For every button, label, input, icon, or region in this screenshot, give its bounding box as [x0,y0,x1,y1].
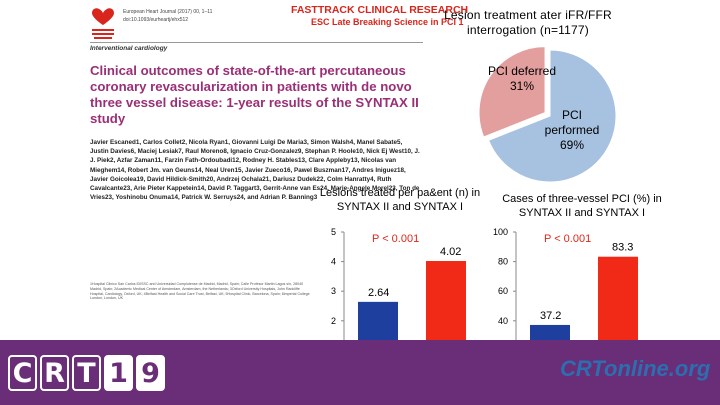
pie-label-deferred-pct: 31% [509,79,535,93]
crt-letter-c: C [8,355,37,391]
pie-label-performed [536,108,608,153]
crt-letter-r: R [40,355,69,391]
esc-heart-logo-icon [90,7,116,45]
bar-chart-1-title: Lesions treated per pa&ent (n) in SYNTAX II and SYNTAX I [319,187,481,213]
bar-value-label: 37.2 [540,309,562,322]
bar-value-label: 4.02 [440,246,462,259]
y-tick-label: 3 [330,286,336,297]
pie-label-performed-name: PCI performed [544,108,600,137]
bar-value-label: 83.3 [612,241,634,254]
pie-label-deferred [487,64,557,94]
p-value-annotation: P < 0.001 [372,233,420,245]
crtonline-logo [560,355,710,383]
crt-letter-t: T [72,355,101,391]
fasttrack-subheader: ESC Late Breaking Science in PCI 1 [311,17,464,27]
pie-label-performed-pct: 69% [559,138,585,152]
article-title: Clinical outcomes of state-of-the-art percutaneous coronary revascularization in patients with de novo three vessel disease: 1-year results of the SYNTAX II study [90,63,419,126]
crt-digit-1: 1 [104,355,133,391]
author-list: Javier Escaned1, Carlos Collet2, Nicola Ryan1, Giovanni Luigi De Maria3, Simon Walsh4, Manel Sabate5, Justin Davies6, Maciej Lesiak7, Raul Moreno8, Ignacio Cruz-Gonzalez9, Stephan P. Hoole10, Nick Ej West10, J. J. Piek2, Azfar Zaman11, Farzin Fath-Ordoubadi12, Rodney H. Stables13, Clare Appleby13, Nicolas van Mieghem14, Robert Jm. van Geuns14, Neal Uren15, Javier Zueco16, Pawel Buszman17, Andres Iniguez18, Javier Goicolea19, David Hildick-Smith20, Andrzej Ochala21, Dariusz Dudek22, Colm Hanratty4, Ruth Cavalcante23, Arie Pieter Kappetein14, David P. Taggart3, Gerrit-Anne van Es24, Marie-Angele Morel23, Ton de Vries23, Yoshinobu Onuma14, Patrick W. Serruys24, and Adrian P. Banning3 [90,139,420,202]
bar-chart-2-title: Cases of three-vessel PCI (%) in SYNTAX II and SYNTAX I [502,193,662,219]
p-value-annotation: P < 0.001 [544,233,592,245]
divider [90,42,423,43]
crt-digit-9: 9 [136,355,165,391]
section-label: Interventional cardiology [90,45,168,52]
bar-value-label: 2.64 [368,286,390,299]
y-tick-label: 60 [497,286,508,297]
crtonline-text: CRTonline.org [560,356,711,381]
pie-chart-title: Lesion treatment ater iFR/FFR interrogation (n=1177) [444,8,612,37]
y-tick-label: 80 [497,256,508,267]
journal-citation: European Heart Journal (2017) 00, 1–11 doi:10.1093/eurheartj/ehx512 [123,9,213,23]
y-tick-label: 100 [492,227,508,237]
y-tick-label: 40 [497,315,508,326]
pie-label-deferred-name: PCI deferred [487,64,557,78]
y-tick-label: 5 [330,227,336,237]
y-tick-label: 2 [330,315,336,326]
y-tick-label: 4 [330,256,336,267]
affiliations: 1Hospital Clinico San Carlos IDISSC and Universidad Complutense de Madrid, Madrid, Spain; Calle Profesor Martin Lagos s/n, 28040 Madrid, Spain; 2Academic Medical Center of Amsterdam, Amsterdam, the Netherlands; 3Oxford University Hospitals, John Radcliffe Hospital, Cardiology, Oxford, UK; 4Belfast Health and Social Care Trust, Belfast, UK; 5Hospital Clinic, Barcelona, Spain; 6Imperial College London, London, UK [90,282,310,301]
crt19-logo [8,355,165,391]
fasttrack-header: FASTTRACK CLINICAL RESEARCH [291,4,469,16]
